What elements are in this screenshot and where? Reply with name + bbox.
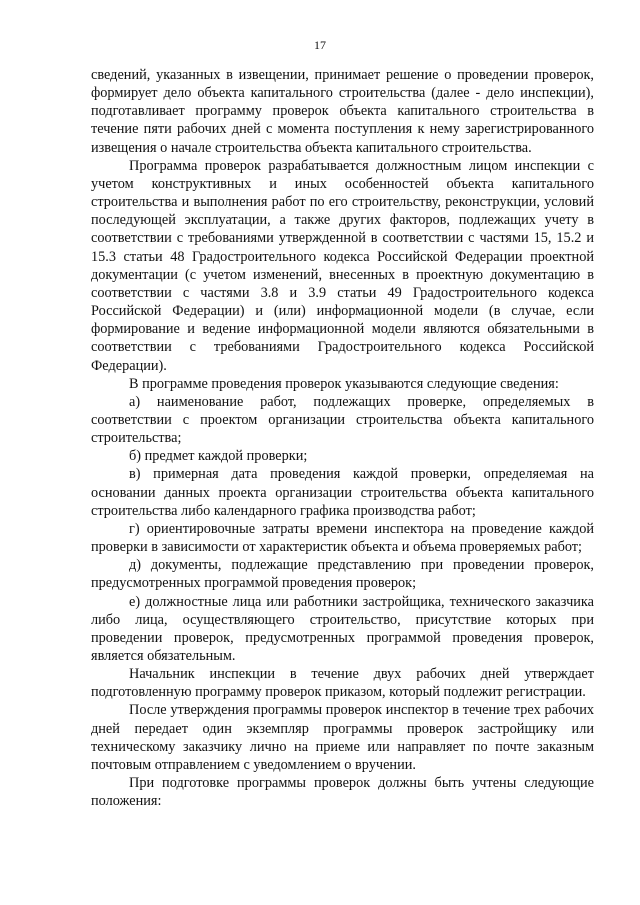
paragraph-program-contents-intro: В программе проведения проверок указываются следующие сведения: <box>129 375 559 392</box>
paragraph-preparation-provisions: При подготовке программы проверок должны быть учтены следующие положения: <box>91 775 594 810</box>
page-number: 17 <box>314 38 326 52</box>
paragraph-transfer: После утверждения программы проверок инспектор в течение трех рабочих дней передает один экземпляр программы проверок застройщику или техническому заказчику лично на приеме или направляет по почте заказным почтовым отправлением с уведомлением о вручении. <box>91 702 594 773</box>
list-item-a: а) наименование работ, подлежащих проверке, определяемых в соответствии с проектом организации строительства объекта капитального строительства; <box>91 393 594 447</box>
paragraph-continuation: сведений, указанных в извещении, принимает решение о проведении проверок, формирует дело объекта капитального строительства (далее - дело инспекции), подготавливает программу проверок объекта капитального строительства в течение пяти рабочих дней с момента поступления к нему зарегистрированного извещения о начале строительства объекта капитального строительства. <box>91 67 594 156</box>
list-item-g: г) ориентировочные затраты времени инспектора на проведение каждой проверки в зависимости от характеристик объекта и объема проверяемых работ; <box>91 520 594 556</box>
list-item-e: е) должностные лица или работники застройщика, технического заказчика либо лица, осуществляющего строительство, присутствие которых при проведении проверок, предусмотренных программой проведения проверок, является обязательным. <box>91 593 594 664</box>
list-item-d: д) документы, подлежащие представлению при проведении проверок, предусмотренных программой проведения проверок; <box>91 557 594 592</box>
document-body <box>91 66 594 810</box>
list-item-b: б) предмет каждой проверки; <box>129 448 308 465</box>
paragraph-approval: Начальник инспекции в течение двух рабочих дней утверждает подготовленную программу проверок приказом, который подлежит регистрации. <box>91 666 594 701</box>
list-item-v: в) примерная дата проведения каждой проверки, определяемая на основании данных проекта организации строительства объекта капитального строительства либо календарного графика производства работ; <box>91 466 594 519</box>
paragraph-program-development: Программа проверок разрабатывается должностным лицом инспекции с учетом конструктивных и иных особенностей объекта капитального строительства и выполнения работ по его строительству, реконструкции, условий последующей эксплуатации, а также других факторов, подлежащих учету в соответствии с требованиями утвержденной в соответствии с частями 15, 15.2 и 15.3 статьи 48 Градостроительного кодекса Российской Федерации проектной документации (с учетом изменений, внесенных в проектную документацию в соответствии с частями 3.8 и 3.9 статьи 49 Градостроительного кодекса Российской Федерации) и (или) информационной модели (в случае, если формирование и ведение информационной модели являются обязательными в соответствии с требованиями Градостроительного кодекса Российской Федерации). <box>91 157 594 374</box>
